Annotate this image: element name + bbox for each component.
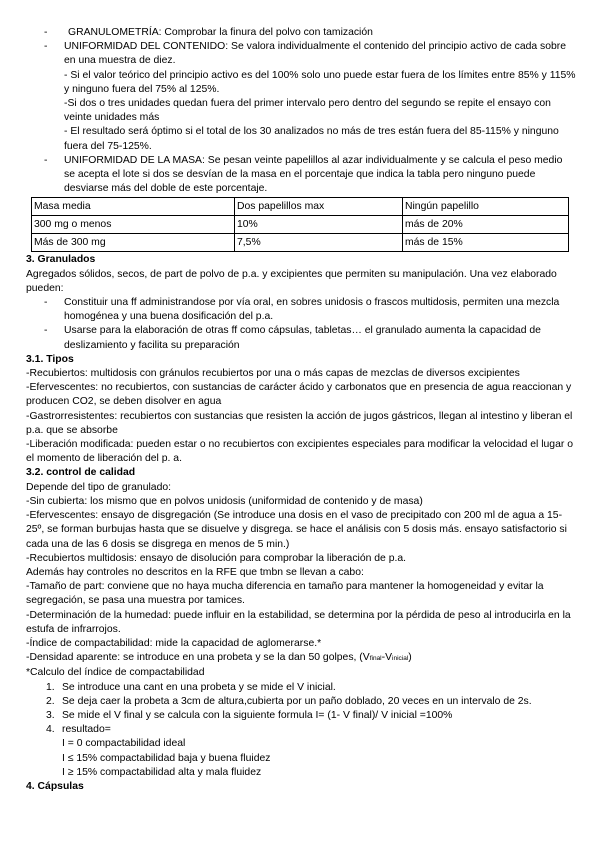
densidad-mid: -V [381, 652, 393, 664]
table-row [32, 234, 569, 252]
densidad-close: ) [408, 652, 412, 664]
control-humedad: -Determinación de la humedad: puede influir en la estabilidad, se determina por la pérdida de peso al introducirla en la estufa de infrarrojos. [26, 609, 571, 635]
table-row [32, 216, 569, 234]
section-heading-granulados: 3. Granulados [26, 254, 96, 266]
granulados-list [0, 296, 600, 353]
steps-list [0, 681, 600, 738]
granulados-bullet-1: Constituir una ff administrandose por vía oral, en sobres unidosis o frascos multidosis, permiten una mezcla homogénea y una buena dosificación del p.a. [64, 297, 560, 323]
step-text: Se deja caer la probeta a 3cm de altura,cubierta por un paño doblado, 20 veces en un intervalo de 2s. [62, 695, 532, 707]
table-header: Ningún papelillo [403, 198, 569, 216]
contenido-sub3: - El resultado será óptimo si el total de los 30 analizados no más de tres están fuera del 85-115% y ninguno fuera del 75-125%. [64, 126, 559, 152]
list-item [0, 695, 600, 709]
list-item-uniformidad-masa [0, 154, 600, 197]
table-cell: Más de 300 mg [32, 234, 235, 252]
tipos-liberacion: -Liberación modificada: pueden estar o no recubiertos con excipientes especiales para modificar la velocidad el lugar o el momento de liberación del p. a. [26, 439, 573, 465]
step-number: 1. [46, 681, 55, 693]
table-cell: 10% [235, 216, 403, 234]
densidad-sub-inicial: inicial [392, 655, 409, 663]
control-recubiertos: -Recubiertos multidosis: ensayo de disolución para comprobar la liberación de p.a. [26, 552, 407, 564]
table-cell: 7,5% [235, 234, 403, 252]
contenido-sub1: - Si el valor teórico del principio activo es del 100% solo uno puede estar fuera de los límites entre 85% y 115% y ninguno fuera del 75% al 125%. [64, 69, 576, 95]
list-item [0, 723, 600, 737]
table-cell: más de 15% [403, 234, 569, 252]
step-number: 2. [46, 695, 55, 707]
step-number: 4. [46, 724, 55, 736]
table-header: Dos papelillos max [235, 198, 403, 216]
section-heading-control: 3.2. control de calidad [26, 467, 136, 479]
table-cell: más de 20% [403, 216, 569, 234]
uniformidad-masa-text: - UNIFORMIDAD DE LA MASA: Se pesan veinte papelillos al azar individualmente y se calcula el peso medio se acepta el lote si dos se desvían de la masa en el porcentaje que indica la tabla pero ninguno puede desviarse más del doble de este porcentaje. [64, 154, 563, 195]
densidad-text: -Densidad aparente: se introduce en una probeta y se la dan 50 golpes, (V [26, 652, 370, 664]
control-densidad [0, 651, 600, 666]
control-tamano: -Tamaño de part: conviene que no haya mucha diferencia en tamaño para mantener la homogeneidad y evitar la segregación, se pasa una muestra por tamices. [26, 581, 544, 607]
step-text: Se mide el V final y se calcula con la siguiente formula I= (1- V final)/ V inicial =100% [62, 709, 453, 721]
list-item [0, 709, 600, 723]
granulados-bullet-2: Usarse para la elaboración de otras ff como cápsulas, tabletas… el granulado aumenta la capacidad de deslizamiento y facilita su preparación [64, 325, 541, 351]
uniformidad-contenido-text: - UNIFORMIDAD DEL CONTENIDO: Se valora individualmente el contenido del principio activo de cada sobre en una muestra de diez. [64, 41, 567, 67]
quality-tests-list [0, 26, 600, 196]
list-item [0, 681, 600, 695]
table-header-row [32, 198, 569, 216]
document-page [0, 26, 600, 794]
control-indice: -Índice de compactabilidad: mide la capacidad de aglomerarse.* [26, 637, 322, 649]
granulometria-text: GRANULOMETRÍA: Comprobar la finura del polvo con tamización [68, 27, 373, 38]
step-text: Se introduce una cant en una probeta y se mide el V inicial. [62, 681, 336, 693]
list-item-uniformidad-contenido [0, 40, 600, 154]
control-ademas: Además hay controles no descritos en la RFE que tmbn se llevan a cabo: [26, 566, 364, 578]
section-heading-tipos: 3.1. Tipos [26, 353, 74, 365]
mass-table [31, 197, 569, 252]
step-text: resultado= [62, 724, 111, 736]
list-item [0, 296, 600, 324]
table-header: Masa media [32, 198, 235, 216]
list-item-granulometria [0, 26, 600, 40]
contenido-sub2: -Si dos o tres unidades quedan fuera del primer intervalo pero dentro del segundo se repite el ensayo con veinte unidades más [64, 98, 551, 124]
tipos-recubiertos: -Recubiertos: multidosis con gránulos recubiertos por una o más capas de mezclas de diversos excipientes [26, 368, 520, 380]
densidad-sub-final: final [369, 655, 382, 663]
list-item [0, 324, 600, 352]
granulados-intro: Agregados sólidos, secos, de part de polvo de p.a. y excipientes que permiten su manipulación. Una vez elaborado pueden: [26, 268, 557, 294]
tipos-efervescentes: -Efervescentes: no recubiertos, con sustancias de carácter ácido y carbonatos que en presencia de agua reaccionan y producen CO2, se deben disolver en agua [26, 382, 572, 408]
table-cell: 300 mg o menos [32, 216, 235, 234]
section-heading-capsulas: 4. Cápsulas [26, 780, 84, 792]
result-line: I = 0 compactabilidad ideal [62, 738, 186, 750]
control-calculo: *Calculo del índice de compactabilidad [26, 667, 205, 679]
tipos-gastrorresistentes: -Gastrorresistentes: recubiertos con sustancias que resisten la acción de jugos gástricos, llegan al intestino y liberan el p.a. que se absorbe [26, 410, 573, 436]
control-efervescentes: -Efervescentes: ensayo de disgregación (Se introduce una dosis en el vaso de precipitado con 200 ml de agua a 15-25º, se forman burbujas hasta que se disuelve y disgrega. se hace el análisis con 5 dosis más. ensayo satisfactorio si cada una de las 6 dosis se disgrega en menos de 5 min.) [26, 510, 567, 550]
step-number: 3. [46, 709, 55, 721]
result-line: I ≥ 15% compactabilidad alta y mala fluidez [62, 766, 262, 778]
result-line: I ≤ 15% compactabilidad baja y buena fluidez [62, 752, 271, 764]
control-depende: Depende del tipo de granulado: [26, 481, 172, 493]
control-sin-cubierta: -Sin cubierta: los mismo que en polvos unidosis (uniformidad de contenido y de masa) [26, 495, 423, 507]
